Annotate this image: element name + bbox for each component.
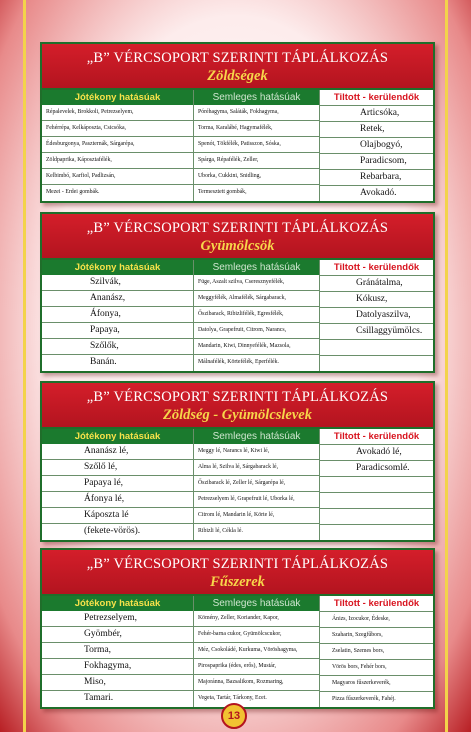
table-cell: Avokadó lé,	[320, 445, 433, 461]
table-cell: Papaya,	[42, 323, 193, 339]
table-cell: Málnafélék, Körtefélék, Eperfélék.	[198, 359, 279, 365]
table-cell: Szőlő lé,	[42, 460, 193, 476]
neutral-column	[194, 260, 320, 371]
table-cell: Datolyaszilva,	[320, 308, 433, 324]
table-cell: Ananász,	[42, 291, 193, 307]
section-juices	[40, 381, 435, 542]
table-cell: Kelbimbó, Karfiol, Padlizsán,	[42, 169, 193, 185]
neutral-column	[194, 90, 320, 201]
table-cell: Miso,	[42, 675, 193, 691]
table-cell: Tamari.	[84, 693, 114, 703]
table-cell: Szaharin, Szegfűbors,	[320, 628, 433, 644]
section-title: „B” VÉRCSOPORT SZERINTI TÁPLÁLKOZÁS	[86, 50, 389, 66]
table-cell: Alma lé, Szilva lé, Sárgabarack lé,	[194, 460, 319, 476]
beneficial-header: Jótékony hatásúak	[42, 260, 193, 275]
table-cell: Ribizli lé, Cékla lé.	[198, 528, 243, 534]
section-vegetables	[40, 42, 435, 203]
table-cell: Termesztett gombák,	[198, 189, 247, 195]
table-cell-empty	[320, 356, 433, 371]
table-cell: Magyaros fűszerkeverék,	[320, 676, 433, 692]
table-cell: Szilvák,	[42, 275, 193, 291]
section-subtitle: Fűszerek	[210, 574, 265, 590]
table-cell: Citrom lé, Mandarin lé, Körte lé,	[194, 508, 319, 524]
table-cell: Mezei - Erdei gombák.	[46, 189, 100, 195]
table-cell: Fehér-barna cukor, Gyümölcscukor,	[194, 627, 319, 643]
table-cell: Áfonya lé,	[42, 492, 193, 508]
table-cell: Mandarin, Kiwi, Dinnyefélék, Mazsola,	[194, 339, 319, 355]
table-cell: (fekete-vörös).	[84, 526, 141, 536]
table-cell: Édesburgonya, Paszternák, Sárgarépa,	[42, 137, 193, 153]
table-cell: Paradicsomlé.	[320, 461, 433, 477]
table-cell: Vegeta, Tartár, Tárkony, Ecet.	[198, 695, 267, 701]
avoid-column	[320, 90, 433, 201]
beneficial-column	[42, 260, 194, 371]
beneficial-column	[42, 429, 194, 540]
table-cell: Meggyfélék, Almafélék, Sárgabarack,	[194, 291, 319, 307]
table-cell: Uborka, Cukkini, Snidling,	[194, 169, 319, 185]
table-cell: Gránátalma,	[320, 276, 433, 292]
section-title-bar	[42, 214, 433, 260]
table-cell-empty	[320, 477, 433, 493]
neutral-header: Semleges hatásúak	[194, 429, 319, 444]
table-cell: Pirospaprika (édes, erős), Mustár,	[194, 659, 319, 675]
avoid-header: Tiltott - kerülendők	[320, 596, 433, 612]
table-cell-empty	[320, 493, 433, 509]
food-table	[42, 90, 433, 201]
beneficial-header: Jótékony hatásúak	[42, 429, 193, 444]
avoid-column	[320, 596, 433, 707]
table-cell: Articsóka,	[320, 106, 433, 122]
avoid-header: Tiltott - kerülendők	[320, 260, 433, 276]
table-cell: Káposzta lé	[42, 508, 193, 524]
table-cell: Ananász lé,	[42, 444, 193, 460]
neutral-column	[194, 596, 320, 707]
table-cell-empty	[320, 509, 433, 525]
table-cell: Olajbogyó,	[320, 138, 433, 154]
table-cell-empty	[320, 525, 433, 540]
table-cell: Fokhagyma,	[42, 659, 193, 675]
table-cell: Ánizs, Izocukor, Édeske,	[320, 612, 433, 628]
beneficial-header: Jótékony hatásúak	[42, 90, 193, 105]
table-cell: Vörös bors, Fehér bors,	[320, 660, 433, 676]
table-cell: Csillaggyümölcs.	[320, 324, 433, 340]
table-cell: Őszibarack, Ribizlifélék, Egresfélék,	[194, 307, 319, 323]
table-cell: Répalevelek, Brokkoli, Petrezselyem,	[42, 105, 193, 121]
avoid-column	[320, 260, 433, 371]
food-table	[42, 260, 433, 371]
neutral-header: Semleges hatásúak	[194, 90, 319, 105]
section-subtitle: Gyümölcsök	[200, 238, 275, 254]
table-cell: Gyömbér,	[42, 627, 193, 643]
table-cell: Spenót, Tökfélék, Patisszon, Sóska,	[194, 137, 319, 153]
table-cell: Áfonya,	[42, 307, 193, 323]
avoid-header: Tiltott - kerülendők	[320, 429, 433, 445]
section-title: „B” VÉRCSOPORT SZERINTI TÁPLÁLKOZÁS	[86, 220, 389, 236]
beneficial-column	[42, 596, 194, 707]
table-cell-empty	[320, 340, 433, 356]
table-cell: Spárga, Répafélék, Zeller,	[194, 153, 319, 169]
section-subtitle: Zöldségek	[207, 68, 268, 84]
section-title: „B” VÉRCSOPORT SZERINTI TÁPLÁLKOZÁS	[86, 556, 389, 572]
table-cell: Füge, Aszalt szilva, Cseresznyefélék,	[194, 275, 319, 291]
section-fruits	[40, 212, 435, 373]
table-cell: Fehérrépa, Kelkáposzta, Csicsóka,	[42, 121, 193, 137]
table-cell: Torma,	[42, 643, 193, 659]
table-cell: Zselatin, Szemes bors,	[320, 644, 433, 660]
avoid-header: Tiltott - kerülendők	[320, 90, 433, 106]
table-cell: Paradicsom,	[320, 154, 433, 170]
table-cell: Petrezselyem,	[42, 611, 193, 627]
section-title: „B” VÉRCSOPORT SZERINTI TÁPLÁLKOZÁS	[86, 389, 389, 405]
table-cell: Retek,	[320, 122, 433, 138]
beneficial-column	[42, 90, 194, 201]
table-cell: Szőlők,	[42, 339, 193, 355]
table-cell: Póréhagyma, Saláták, Fokhagyma,	[194, 105, 319, 121]
neutral-header: Semleges hatásúak	[194, 596, 319, 611]
table-cell: Meggy lé, Narancs lé, Kiwi lé,	[194, 444, 319, 460]
neutral-column	[194, 429, 320, 540]
section-spices	[40, 548, 435, 709]
table-cell: Avokadó.	[360, 188, 397, 198]
food-table	[42, 429, 433, 540]
table-cell: Zöldpaprika, Káposztafélék,	[42, 153, 193, 169]
table-cell: Papaya lé,	[42, 476, 193, 492]
table-cell: Kömény, Zeller, Koriander, Kapor,	[194, 611, 319, 627]
beneficial-header: Jótékony hatásúak	[42, 596, 193, 611]
table-cell: Rebarbara,	[320, 170, 433, 186]
food-table	[42, 596, 433, 707]
section-title-bar	[42, 44, 433, 90]
table-cell: Petrezselyem lé, Grapefruit lé, Uborka lé,	[194, 492, 319, 508]
neutral-header: Semleges hatásúak	[194, 260, 319, 275]
page-number-badge: 13	[221, 703, 247, 729]
table-cell: Torma, Karalábé, Hagymafélék,	[194, 121, 319, 137]
section-title-bar	[42, 383, 433, 429]
table-cell: Majoránna, Bazsalikom, Rozmaring,	[194, 675, 319, 691]
avoid-column	[320, 429, 433, 540]
table-cell: Pizza fűszerkeverék, Fahéj.	[332, 696, 396, 702]
table-cell: Datolya, Grapefruit, Citrom, Narancs,	[194, 323, 319, 339]
section-subtitle: Zöldség - Gyümölcslevek	[163, 407, 312, 423]
table-cell: Banán.	[90, 357, 117, 367]
table-cell: Méz, Csokoládé, Kurkuma, Vöröshagyma,	[194, 643, 319, 659]
table-cell: Kókusz,	[320, 292, 433, 308]
section-title-bar	[42, 550, 433, 596]
table-cell: Őszibarack lé, Zeller lé, Sárgarépa lé,	[194, 476, 319, 492]
